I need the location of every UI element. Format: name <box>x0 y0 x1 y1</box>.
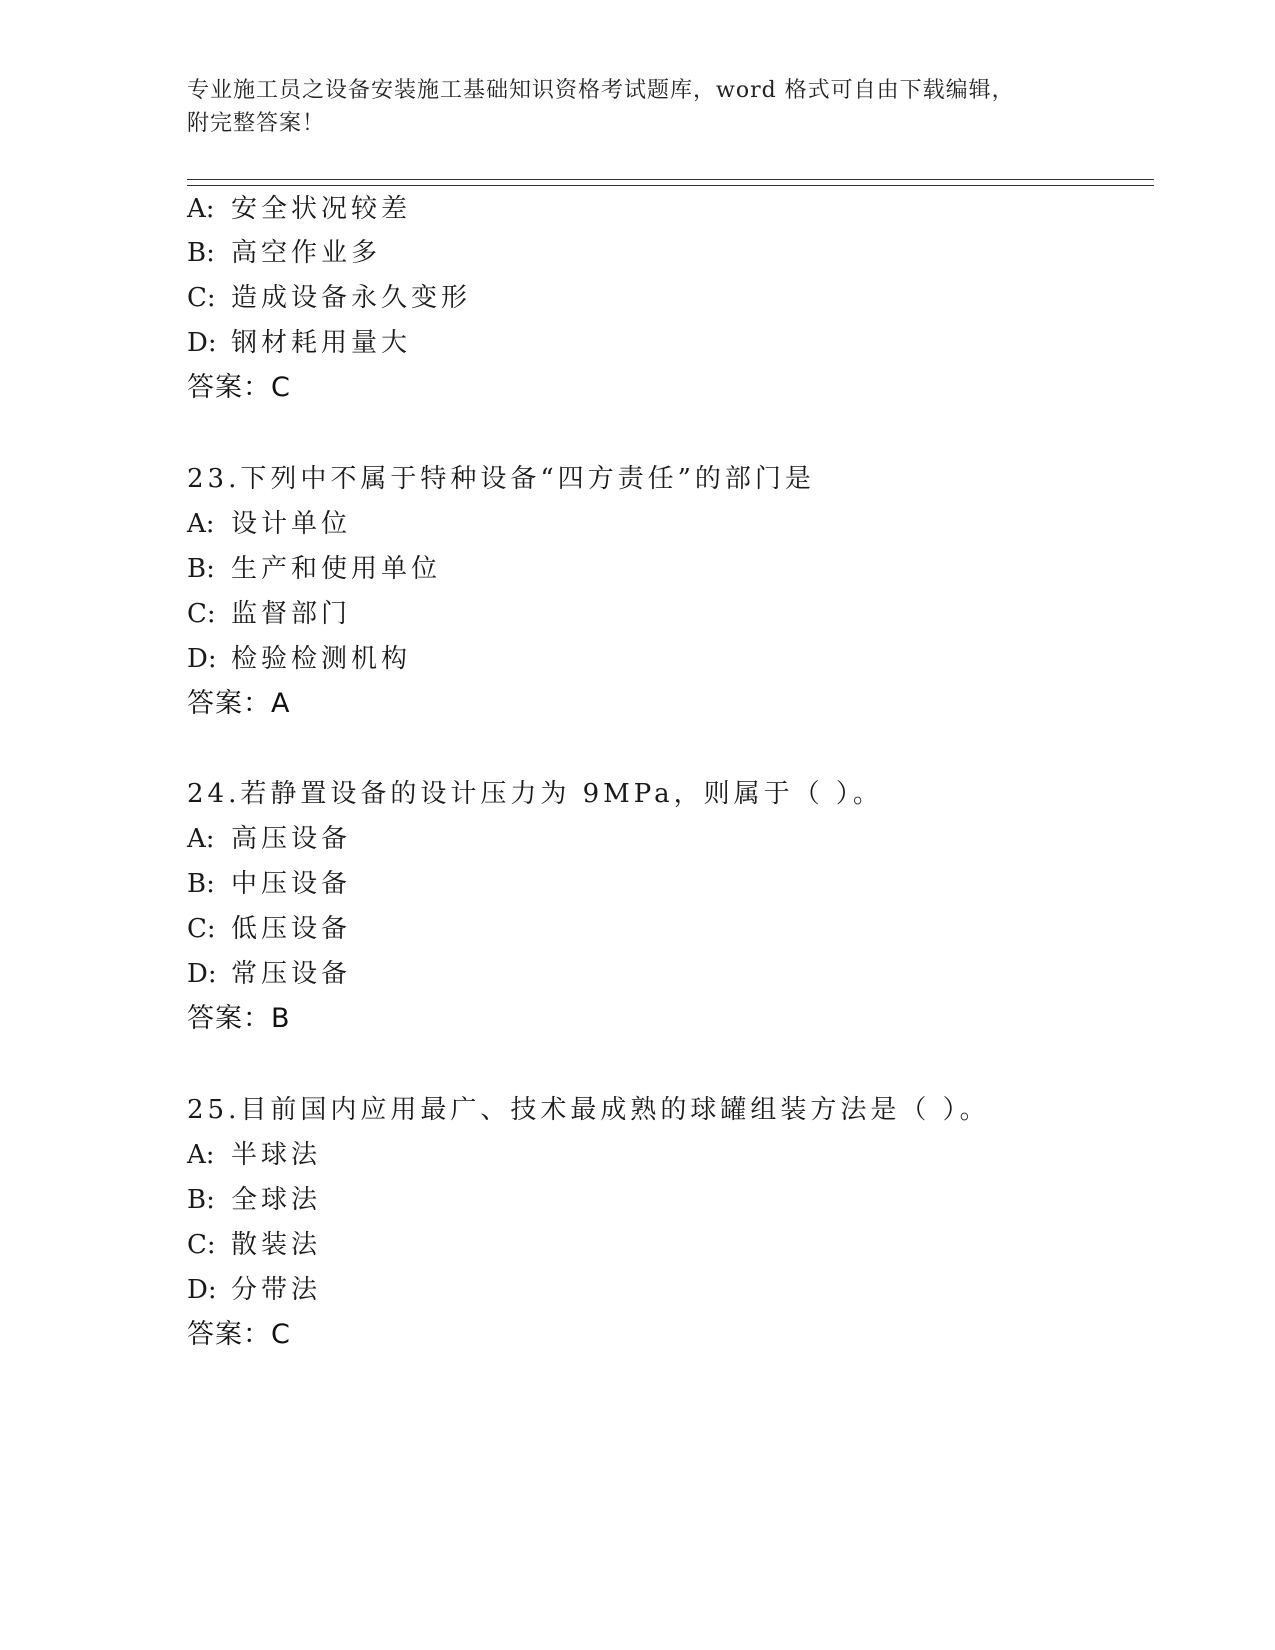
option-text: 半球法 <box>231 1140 322 1170</box>
q25-option-b <box>187 1183 321 1217</box>
option-text: 造成设备永久变形 <box>231 283 472 313</box>
option-text: 监督部门 <box>231 599 352 629</box>
q23-answer: 答案：A <box>187 688 291 719</box>
option-label: C: <box>187 1230 216 1260</box>
option-text: 钢材耗用量大 <box>231 328 412 358</box>
q23-question: 23.下列中不属于特种设备“四方责任”的部门是 <box>187 464 815 494</box>
header-divider <box>187 179 1154 186</box>
option-label: C: <box>187 599 216 629</box>
option-label: C: <box>187 914 216 944</box>
q23-option-c <box>187 597 351 631</box>
option-label: B: <box>187 869 215 899</box>
option-text: 高压设备 <box>231 824 352 854</box>
header-line-1: 专业施工员之设备安装施工基础知识资格考试题库，word 格式可自由下载编辑， <box>187 78 1015 103</box>
header-line-2: 附完整答案！ <box>187 111 326 136</box>
option-label: B: <box>187 238 215 268</box>
option-text: 常压设备 <box>231 959 352 989</box>
q22-option-a <box>187 192 411 226</box>
option-label: B: <box>187 554 215 584</box>
option-text: 高空作业多 <box>231 238 382 268</box>
option-label: A: <box>187 194 215 224</box>
option-label: B: <box>187 1185 215 1215</box>
q24-option-a <box>187 822 351 856</box>
q25-answer: 答案：C <box>187 1319 291 1350</box>
document-header <box>187 74 1067 140</box>
option-label: A: <box>187 824 215 854</box>
option-label: D: <box>187 644 217 674</box>
option-label: A: <box>187 1140 215 1170</box>
option-label: D: <box>187 328 217 358</box>
option-text: 检验检测机构 <box>231 644 412 674</box>
q25-question: 25.目前国内应用最广、技术最成熟的球罐组装方法是（ ）。 <box>187 1095 990 1125</box>
option-text: 设计单位 <box>231 509 352 539</box>
option-text: 分带法 <box>231 1275 322 1305</box>
option-text: 低压设备 <box>231 914 352 944</box>
q24-answer: 答案：B <box>187 1003 291 1034</box>
q24-option-c <box>187 912 351 946</box>
q24-question: 24.若静置设备的设计压力为 9MPa，则属于（ ）。 <box>187 779 883 809</box>
option-text: 散装法 <box>231 1230 322 1260</box>
option-label: D: <box>187 959 217 989</box>
q22-answer: 答案：C <box>187 372 291 403</box>
q24-option-b <box>187 867 351 901</box>
q23-option-d <box>187 642 411 676</box>
q25-option-c <box>187 1228 321 1262</box>
option-text: 中压设备 <box>231 869 352 899</box>
q25-option-d <box>187 1273 321 1307</box>
option-label: D: <box>187 1275 217 1305</box>
q22-option-b <box>187 236 381 270</box>
q23-option-a <box>187 507 351 541</box>
q25-option-a <box>187 1138 321 1172</box>
q24-option-d <box>187 957 351 991</box>
q23-option-b <box>187 552 441 586</box>
q22-option-c <box>187 281 471 315</box>
q22-option-d <box>187 326 411 360</box>
option-text: 全球法 <box>231 1185 322 1215</box>
option-label: C: <box>187 283 216 313</box>
option-text: 安全状况较差 <box>231 194 412 224</box>
option-text: 生产和使用单位 <box>231 554 442 584</box>
option-label: A: <box>187 509 215 539</box>
